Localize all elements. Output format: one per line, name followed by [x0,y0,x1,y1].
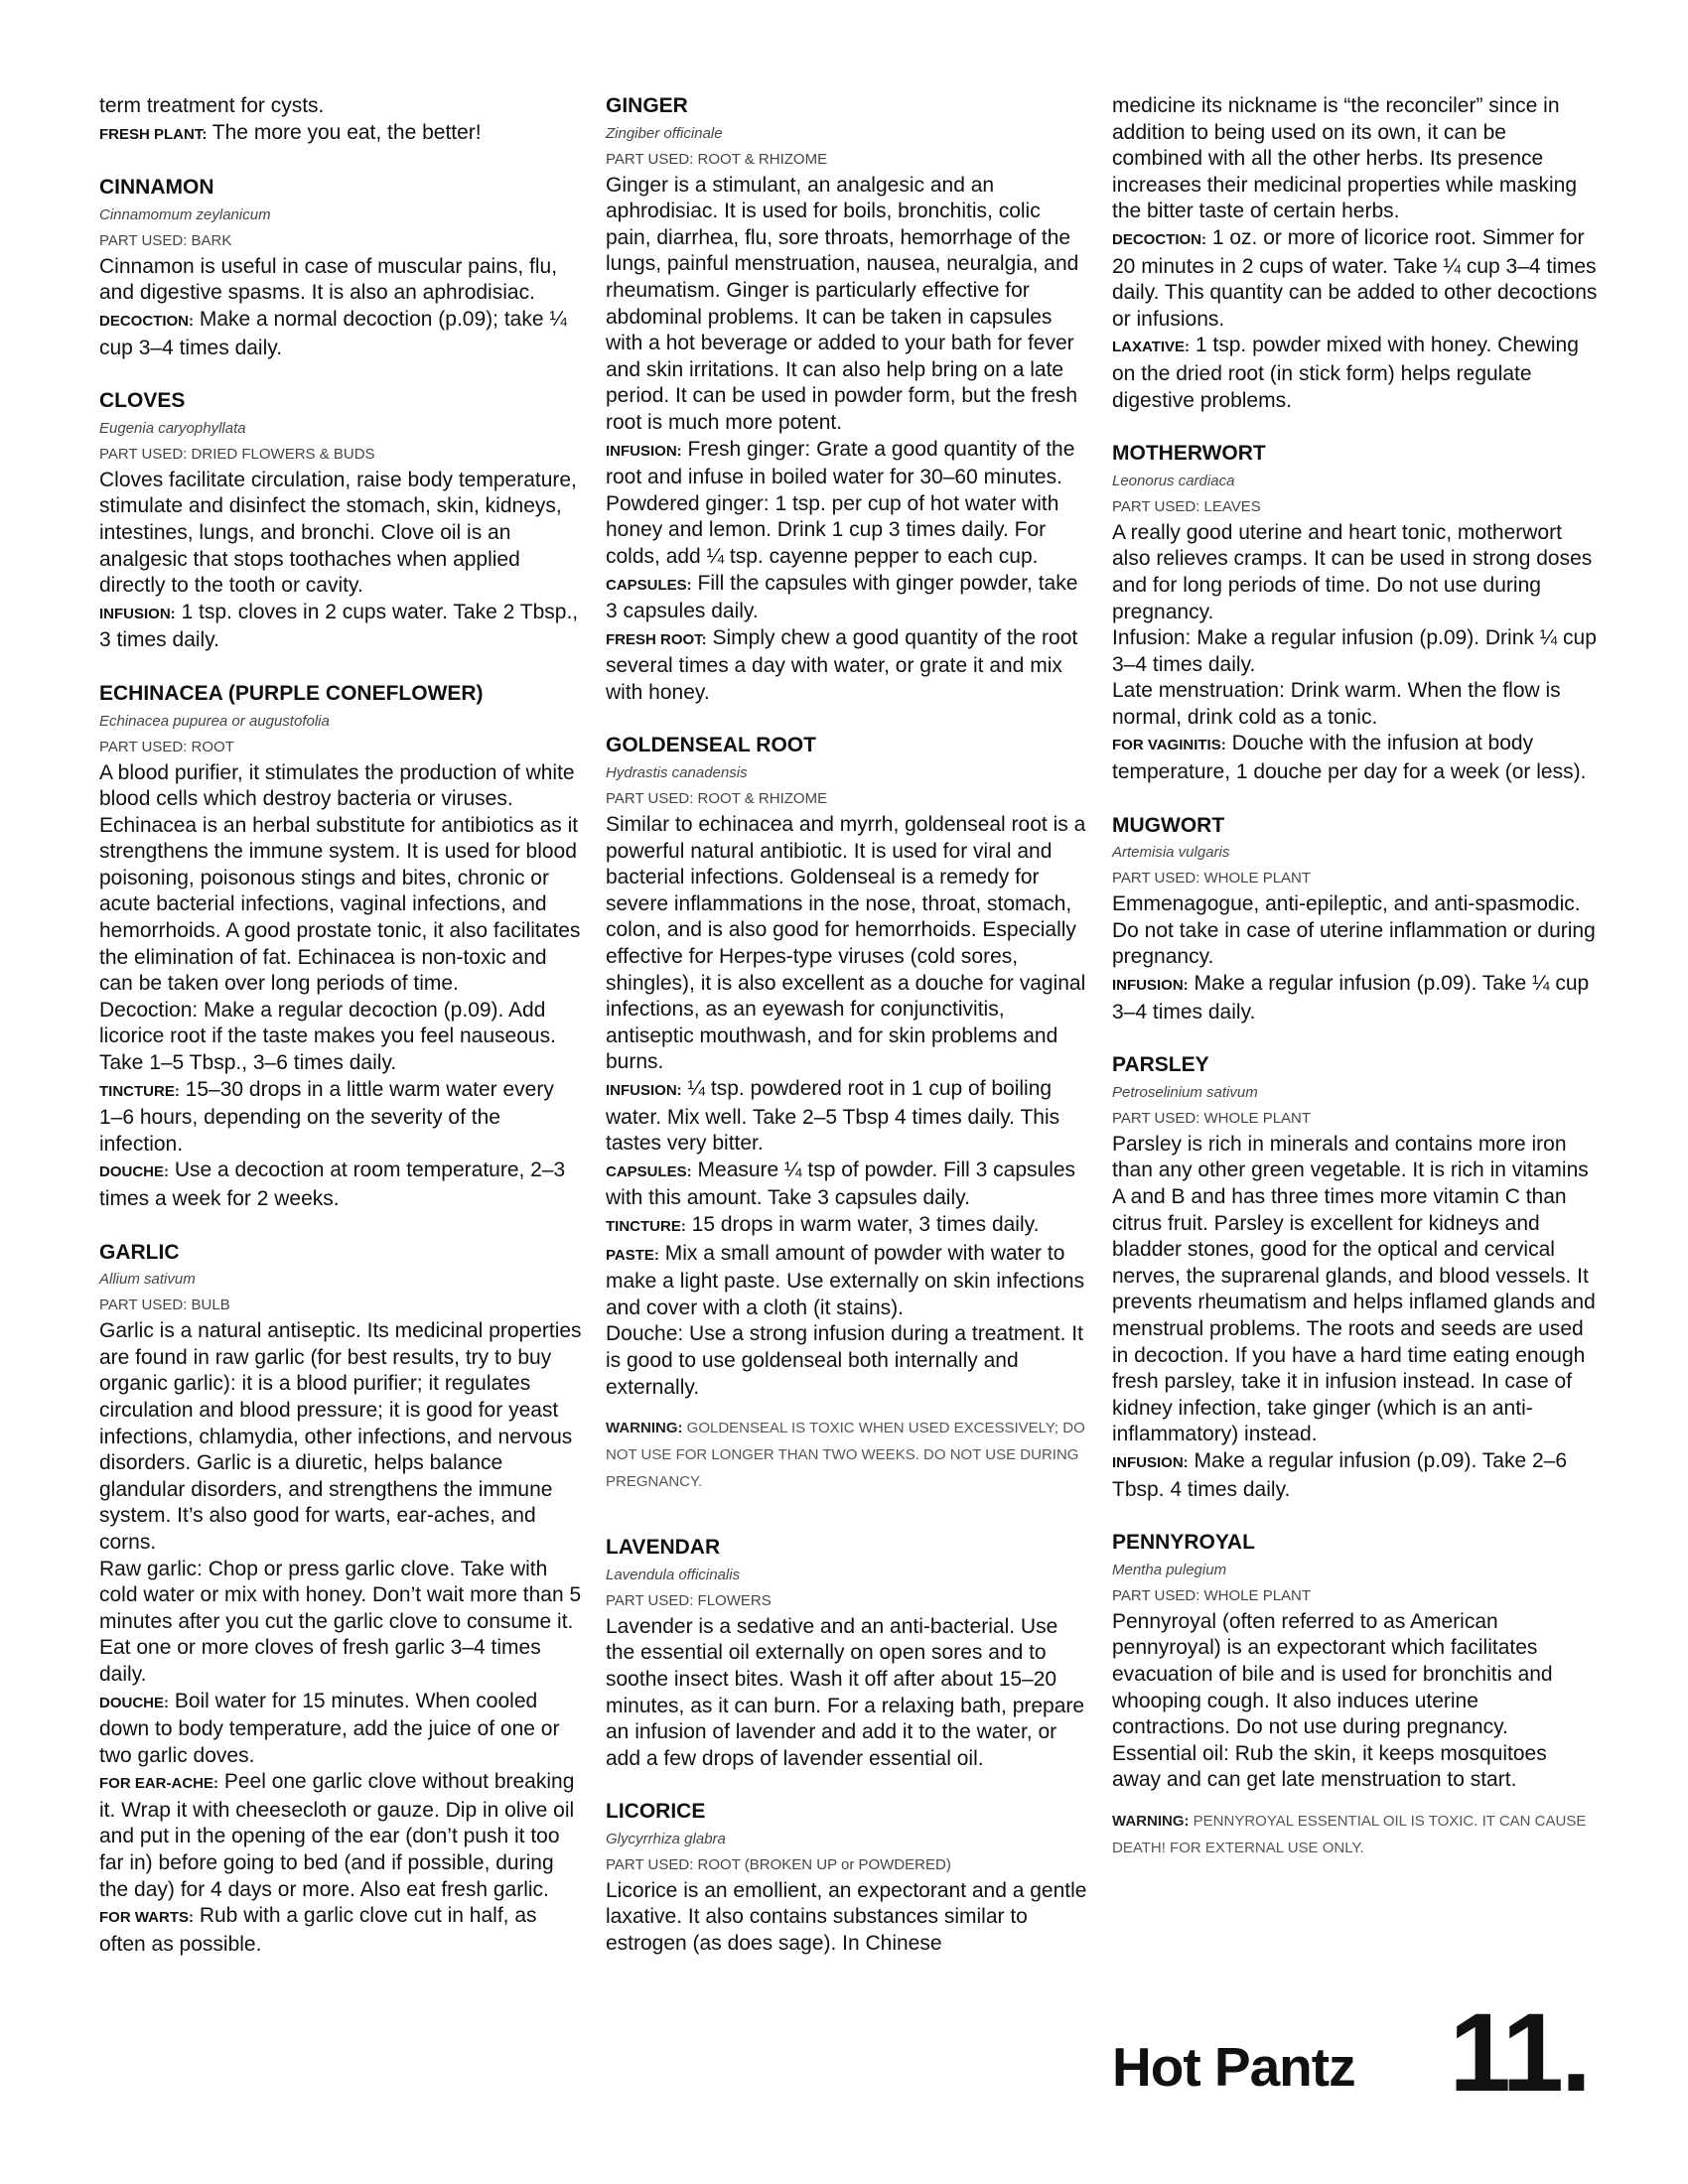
herb-title: CINNAMON [99,176,214,200]
part-used: PART USED: WHOLE PLANT [1112,870,1312,887]
paragraph-text: Mix a small amount of powder with water to make a light paste. Use externally on skin infections and cover with a cloth (it stains). [606,1241,1085,1319]
paragraph-text: A really good uterine and heart tonic, motherwort also relieves cramps. It can be used in strong doses and for long periods of time. Do not use during pregnancy. [1112,520,1593,623]
paragraph-text: term treatment for cysts. [99,94,325,117]
paragraph-text: Lavender is a sedative and an anti-bacterial. Use the essential oil externally on open sores and to soothe insect bites. Wash it off after about 15–20 minutes, as it can burn. For a relaxing bath, prepare an infusion of lavender and add it to the water, or add a few drops of lavender essential oil. [606,1614,1085,1770]
herb-title: MUGWORT [1112,813,1225,837]
paragraph-text: Parsley is rich in minerals and contains more iron than any other green vegetable. It is rich in vitamins A and B and has three times more vitamin C than citrus fruit. Parsley is excellent for kidneys and bladder stones, good for the optical and cervical nerves, the suprarenal glands, and blood vessels. It prevents rheumatism and helps inflamed glands and menstrual problems. The roots and seeds are used in decoction. If you have a hard time eating enough fresh parsley, take it in infusion instead. In case of kidney infection, take ginger (which is an anti-inflammatory) instead. [1112,1132,1596,1446]
body-paragraph [606,173,1088,437]
warning-label: WARNING: [606,1420,683,1437]
body-paragraph [99,760,582,998]
latin-name: Eugenia caryophyllata [99,419,246,437]
part-used: PART USED: BARK [99,231,232,249]
latin-name: Artemisia vulgaris [1112,844,1230,862]
herb-title: GARLIC [99,1240,180,1264]
body-paragraph [99,468,582,600]
herb-title: MOTHERWORT [1112,442,1266,466]
body-paragraph [1112,1741,1599,1794]
body-paragraph [99,1557,582,1689]
latin-name: Glycyrrhiza glabra [606,1830,726,1847]
magazine-name: Hot Pantz [1112,2036,1355,2098]
body-paragraph [606,1241,1088,1322]
body-paragraph [606,1212,1088,1241]
warning-text: PENNYROYAL ESSENTIAL OIL IS TOXIC. IT CAN CAUSE DEATH! FOR EXTERNAL USE ONLY. [1112,1812,1587,1856]
preparation-label: FOR EAR-ACHE: [99,1775,218,1793]
paragraph-text: medicine its nickname is “the reconciler” since in addition to being used on its own, it can be combined with all the other herbs. Its presence increases their medicinal properties while masking the bitter taste of certain herbs. [1112,94,1578,223]
footer [1112,1983,1589,2115]
paragraph-text: 1 oz. or more of licorice root. Simmer for 20 minutes in 2 cups of water. Take ¼ cup 3–4 times daily. This quantity can be added to other decoctions or infusions. [1112,225,1598,331]
body-paragraph [606,1614,1088,1773]
warning-label: WARNING: [1112,1812,1190,1830]
body-paragraph [99,998,582,1077]
herb-entry [99,175,582,361]
preparation-label: INFUSION: [1112,977,1189,995]
part-used: PART USED: ROOT (BROKEN UP or POWDERED) [606,1855,951,1873]
body-paragraph [606,812,1088,1076]
part-used: PART USED: ROOT & RHIZOME [606,790,828,808]
paragraph-text: Infusion: Make a regular infusion (p.09). Drink ¼ cup 3–4 times daily. [1112,626,1597,676]
preparation-label: FOR WARTS: [99,1909,194,1927]
preparation-label: FRESH ROOT: [606,630,707,648]
body-paragraph [1112,1132,1599,1448]
herb-title: ECHINACEA (PURPLE CONEFLOWER) [99,681,484,705]
herb-entry [1112,1530,1599,1861]
paragraph-text: Make a regular infusion (p.09). Take ¼ cup 3–4 times daily. [1112,972,1590,1024]
paragraph-text: Measure ¼ tsp of powder. Fill 3 capsules with this amount. Take 3 capsules daily. [606,1158,1076,1210]
part-used: PART USED: WHOLE PLANT [1112,1109,1312,1127]
body-paragraph [99,1158,582,1212]
body-paragraph [1112,678,1599,731]
herb-title: LICORICE [606,1800,706,1824]
preparation-label: TINCTURE: [606,1217,686,1235]
herb-entry [1112,441,1599,786]
body-paragraph [606,571,1088,625]
paragraph-text: 15 drops in warm water, 3 times daily. [685,1212,1040,1236]
body-paragraph [1112,93,1599,225]
herb-entry [606,93,1088,706]
preparation-label: INFUSION: [1112,1453,1189,1471]
paragraph-text: Similar to echinacea and myrrh, goldenseal root is a powerful natural antibiotic. It is used for viral and bacterial infections. Goldenseal is a remedy for severe inflammations in the nose, throat, stomach, colon, and is also good for hemorrhoids. Especially effective for Herpes-type viruses (cold sores, shingles), it is also excellent as a douche for vaginal infections, as an eyewash for conjunctivitis, antiseptic mouthwash, and for skin problems and burns. [606,813,1086,1074]
body-paragraph [99,93,582,120]
herb-title: PENNYROYAL [1112,1531,1255,1555]
body-paragraph [1112,333,1599,414]
paragraph-text: Peel one garlic clove without breaking it. Wrap it with cheesecloth or gauze. Dip in olive oil and put in the opening of the ear (don’t push it too far in) before going to bed (and if possible, during the day) for 4 days or more. Also eat fresh garlic. [99,1770,575,1901]
paragraph-text: Emmenagogue, anti-epileptic, and anti-spasmodic. Do not take in case of uterine inflammation or during pregnancy. [1112,892,1596,969]
preparation-label: FOR VAGINITIS: [1112,737,1226,754]
part-used: PART USED: ROOT & RHIZOME [606,150,828,168]
body-paragraph [99,1689,582,1770]
body-paragraph [99,1903,582,1958]
preparation-label: CAPSULES: [606,576,692,594]
body-paragraph [99,1769,582,1903]
paragraph-text: Make a regular infusion (p.09). Take 2–6 Tbsp. 4 times daily. [1112,1448,1568,1501]
paragraph-text: Douche: Use a strong infusion during a treatment. It is good to use goldenseal both internally and externally. [606,1322,1083,1399]
body-paragraph [1112,520,1599,625]
latin-name: Allium sativum [99,1271,196,1289]
body-paragraph [606,1321,1088,1401]
paragraph-text: A blood purifier, it stimulates the production of white blood cells which destroy bacteria or viruses. Echinacea is an herbal substitute for antibiotics as it strengthens the immune system. It is used for blood poisoning, poisonous stings and bites, chronic or acute bacterial infections, vaginal infections, and hemorrhoids. A good prostate tonic, it also facilitates the elimination of fat. Echinacea is non-toxic and can be taken over long periods of time. [99,760,581,996]
preparation-label: INFUSION: [99,605,176,622]
paragraph-text: Ginger is a stimulant, an analgesic and an aphrodisiac. It is used for boils, bronchitis, colic pain, diarrhea, flu, sore throats, hemorrhage of the lungs, painful menstruation, nausea, neuralgia, and rheumatism. Ginger is particularly effective for abdominal problems. It can be taken in capsules with a hot beverage or added to your bath for fever and skin irritations. It can also help bring on a late period. It can be used in powder form, but the fresh root is much more potent. [606,173,1079,434]
body-paragraph [99,120,582,149]
preparation-label: DOUCHE: [99,1694,169,1711]
body-paragraph [1112,225,1599,333]
warning-note [606,1415,1088,1495]
column-1 [99,93,582,1984]
part-used: PART USED: WHOLE PLANT [1112,1586,1312,1604]
part-used: PART USED: FLOWERS [606,1591,772,1609]
latin-name: Mentha pulegium [1112,1561,1227,1578]
body-paragraph [1112,625,1599,678]
column-3 [1112,93,1599,1901]
page-number: 11. [1449,1990,1589,2115]
latin-name: Cinnamomum zeylanicum [99,205,271,223]
paragraph-text: Essential oil: Rub the skin, it keeps mosquitoes away and can get late menstruation to start. [1112,1741,1547,1792]
latin-name: Lavendula officinalis [606,1566,741,1583]
body-paragraph [99,600,582,654]
warning-note [1112,1808,1599,1861]
herb-title: LAVENDAR [606,1536,721,1560]
herb-entry [606,1799,1088,1957]
body-paragraph [99,254,582,307]
paragraph-text: ¼ tsp. powdered root in 1 cup of boiling water. Mix well. Take 2–5 Tbsp 4 times daily. This tastes very bitter. [606,1077,1060,1156]
herb-entry [1112,813,1599,1026]
paragraph-text: Raw garlic: Chop or press garlic clove. Take with cold water or mix with honey. Don’t wait more than 5 minutes after you cut the garlic clove to consume it. Eat one or more cloves of fresh garlic 3–4 times daily. [99,1557,582,1686]
paragraph-text: Licorice is an emollient, an expectorant and a gentle laxative. It also contains substances similar to estrogen (as does sage). In Chinese [606,1878,1087,1956]
paragraph-text: 1 tsp. cloves in 2 cups water. Take 2 Tbsp., 3 times daily. [99,600,579,652]
preparation-label: TINCTURE: [99,1082,180,1100]
paragraph-text: Pennyroyal (often referred to as American pennyroyal) is an expectorant which facilitates evacuation of bile and is used for bronchitis and whooping cough. It also induces uterine contractions. Do not use during pregnancy. [1112,1609,1553,1739]
preparation-label: LAXATIVE: [1112,339,1191,356]
paragraph-text: Fill the capsules with ginger powder, take 3 capsules daily. [606,571,1078,623]
part-used: PART USED: DRIED FLOWERS & BUDS [99,445,375,463]
herb-entry [606,733,1088,1495]
herb-entry [1112,1052,1599,1503]
body-paragraph [606,1076,1088,1158]
herb-entry [99,388,582,654]
latin-name: Petroselinium sativum [1112,1083,1258,1101]
body-paragraph [1112,1448,1599,1503]
latin-name: Zingiber officinale [606,124,723,142]
herb-title: GOLDENSEAL ROOT [606,734,816,757]
body-paragraph [1112,1609,1599,1741]
part-used: PART USED: ROOT [99,738,234,755]
paragraph-text: Make a normal decoction (p.09); take ¼ cup 3–4 times daily. [99,307,567,359]
warning-text: GOLDENSEAL IS TOXIC WHEN USED EXCESSIVELY; DO NOT USE FOR LONGER THAN TWO WEEKS. DO NOT USE DURING PREGNANCY. [606,1420,1085,1491]
preparation-label: DECOCTION: [1112,230,1206,248]
herb-entry [99,1240,582,1959]
paragraph-text: Garlic is a natural antiseptic. Its medicinal properties are found in raw garlic (for best results, try to buy organic garlic): it is a blood purifier; it regulates circulation and blood pressure; it is good for yeast infections, chlamydia, other infections, and nervous disorders. Garlic is a diuretic, helps balance glandular disorders, and strengthens the immune system. It’s also good for warts, ear-aches, and corns. [99,1319,582,1554]
paragraph-text: Late menstruation: Drink warm. When the flow is normal, drink cold as a tonic. [1112,679,1561,729]
body-paragraph [606,625,1088,707]
latin-name: Leonorus cardiaca [1112,472,1235,489]
body-paragraph [606,1158,1088,1212]
latin-name: Echinacea pupurea or augustofolia [99,712,330,730]
body-paragraph [606,437,1088,571]
column-2 [606,93,1088,1984]
body-paragraph [99,307,582,361]
body-paragraph [99,1077,582,1159]
herb-entry [606,1535,1088,1772]
paragraph-text: Cinnamon is useful in case of muscular pains, flu, and digestive spasms. It is also an aphrodisiac. [99,254,558,305]
paragraph-text: Use a decoction at room temperature, 2–3 times a week for 2 weeks. [99,1159,566,1210]
part-used: PART USED: BULB [99,1297,230,1314]
paragraph-text: Douche with the infusion at body temperature, 1 douche per day for a week (or less). [1112,732,1587,784]
preparation-label: INFUSION: [606,1082,682,1099]
body-paragraph [1112,731,1599,785]
herb-title: PARSLEY [1112,1053,1209,1077]
preparation-label: CAPSULES: [606,1162,692,1180]
body-paragraph [1112,971,1599,1025]
paragraph-text: Simply chew a good quantity of the root several times a day with water, or grate it and mix with honey. [606,625,1078,704]
body-paragraph [606,1878,1088,1958]
herb-entry [99,681,582,1213]
paragraph-text: Rub with a garlic clove cut in half, as often as possible. [99,1904,537,1956]
paragraph-text: Fresh ginger: Grate a good quantity of the root and infuse in boiled water for 30–60 minutes. Powdered ginger: 1 tsp. per cup of hot water with honey and lemon. Drink 1 cup 3 times daily. For colds, add ¼ tsp. cayenne pepper to each cup. [606,437,1075,568]
paragraph-text: Boil water for 15 minutes. When cooled down to body temperature, add the juice of one or two garlic doves. [99,1689,560,1767]
preparation-label: FRESH PLANT: [99,125,208,143]
paragraph-text: Cloves facilitate circulation, raise body temperature, stimulate and disinfect the stomach, skin, kidneys, intestines, lungs, and bronchi. Clove oil is an analgesic that stops toothaches when applied directly to the tooth or cavity. [99,468,577,598]
herb-title: CLOVES [99,389,186,413]
paragraph-text: 15–30 drops in a little warm water every 1–6 hours, depending on the severity of the infection. [99,1077,554,1156]
paragraph-text: 1 tsp. powder mixed with honey. Chewing on the dried root (in stick form) helps regulate digestive problems. [1112,334,1579,412]
body-paragraph [1112,891,1599,971]
preparation-label: INFUSION: [606,442,682,460]
latin-name: Hydrastis canadensis [606,764,748,782]
part-used: PART USED: LEAVES [1112,497,1261,515]
continued-entry [1112,93,1599,414]
paragraph-text: The more you eat, the better! [207,120,482,144]
paragraph-text: Decoction: Make a regular decoction (p.09). Add licorice root if the taste makes you feel nauseous. Take 1–5 Tbsp., 3–6 times daily. [99,998,556,1075]
preparation-label: DECOCTION: [99,312,194,330]
preparation-label: PASTE: [606,1246,659,1264]
body-paragraph [99,1318,582,1556]
continued-entry [99,93,582,148]
preparation-label: DOUCHE: [99,1163,169,1181]
herb-title: GINGER [606,94,688,117]
